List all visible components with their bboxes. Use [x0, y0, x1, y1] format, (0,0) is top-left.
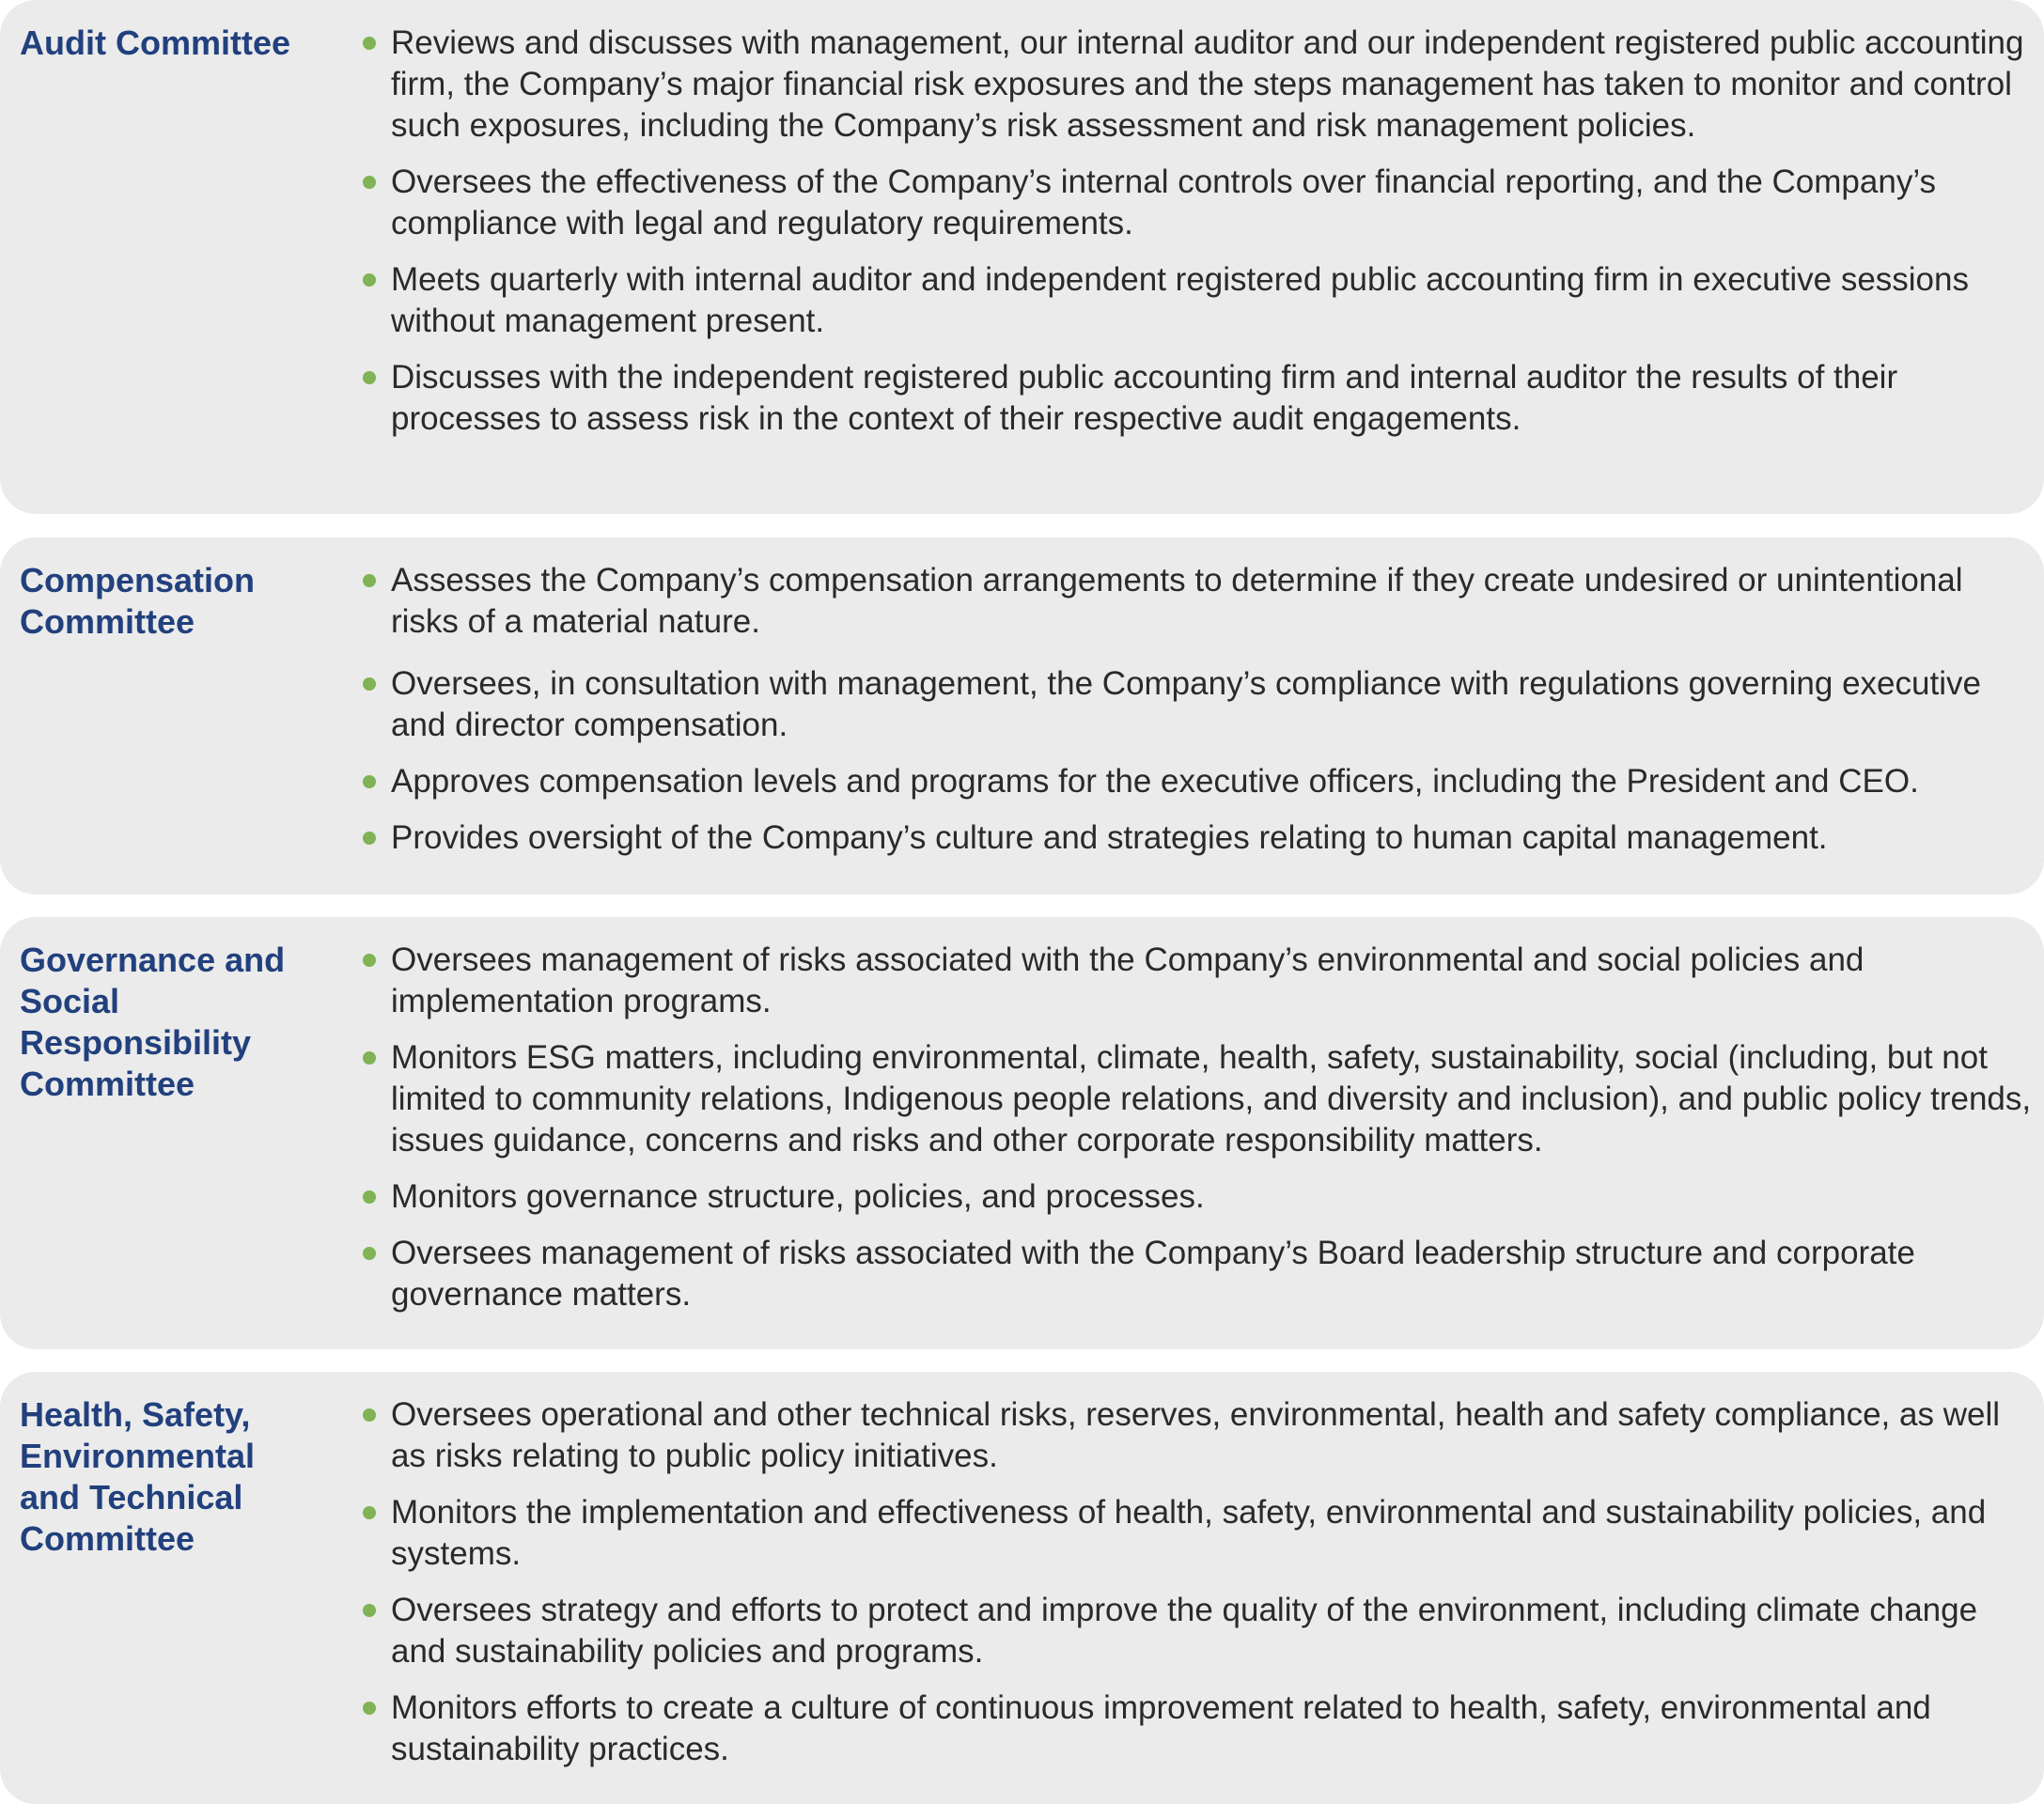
responsibility-text: Monitors efforts to create a culture of continuous improvement related to health, safety, environmental and sustainability practices. [391, 1689, 1931, 1767]
committee-panel-audit [0, 0, 2044, 514]
responsibility-item [357, 259, 2035, 342]
committee-title: Governance and Social Responsibility Committee [20, 941, 286, 1103]
responsibility-text: Discusses with the independent registered public accounting firm and internal auditor the results of their processes to assess risk in the context of their respective audit engagements. [391, 359, 1898, 437]
bullet-icon [363, 371, 376, 384]
bullet-icon [363, 1190, 376, 1204]
bullet-icon [363, 1408, 376, 1422]
committee-title: Health, Safety, Environmental and Technical Committee [20, 1395, 256, 1558]
responsibility-text: Oversees management of risks associated with the Company’s Board leadership structure and corporate governance matters. [391, 1235, 1915, 1313]
committee-title: Audit Committee [20, 23, 290, 62]
responsibility-item [357, 1037, 2035, 1161]
responsibility-item [357, 940, 2035, 1022]
bullet-icon [363, 176, 376, 189]
responsibility-text: Monitors governance structure, policies, and processes. [391, 1178, 1205, 1215]
bullet-icon [363, 677, 376, 691]
responsibility-item [357, 1687, 2035, 1770]
responsibility-item [357, 357, 2035, 440]
responsibility-list [357, 940, 2035, 1330]
responsibility-text: Oversees the effectiveness of the Company’s internal controls over financial reporting, and the Company’s compliance with legal and regulatory requirements. [391, 163, 1936, 241]
responsibility-item [357, 817, 2035, 859]
responsibility-item [357, 663, 2035, 746]
responsibility-text: Approves compensation levels and programs for the executive officers, including the President and CEO. [391, 763, 1919, 800]
responsibility-text: Assesses the Company’s compensation arrangements to determine if they create undesired or unintentional risks of a material nature. [391, 562, 1963, 640]
responsibility-item [357, 761, 2035, 802]
responsibility-item [357, 560, 2035, 643]
responsibility-item [357, 1394, 2035, 1477]
bullet-icon [363, 37, 376, 50]
bullet-icon [363, 1506, 376, 1519]
bullet-icon [363, 574, 376, 587]
bullet-icon [363, 273, 376, 287]
responsibility-text: Monitors the implementation and effectiveness of health, safety, environmental and sustainability policies, and systems. [391, 1494, 1987, 1572]
committee-panel-hset [0, 1372, 2044, 1804]
responsibility-text: Oversees management of risks associated with the Company’s environmental and social policies and implementation programs. [391, 941, 1865, 1019]
bullet-icon [363, 1604, 376, 1617]
responsibility-list [357, 1394, 2035, 1785]
bullet-icon [363, 1051, 376, 1065]
bullet-icon [363, 954, 376, 967]
responsibility-text: Oversees operational and other technical risks, reserves, environmental, health and safety compliance, as well as risks relating to public policy initiatives. [391, 1396, 2000, 1474]
bullet-icon [363, 832, 376, 845]
responsibility-item [357, 23, 2035, 147]
committee-panel-compensation [0, 537, 2044, 894]
responsibility-text: Provides oversight of the Company’s culture and strategies relating to human capital management. [391, 819, 1828, 856]
responsibility-text: Monitors ESG matters, including environmental, climate, health, safety, sustainability, social (including, but not limited to community relations, Indigenous people relations, and diversity and inclusion), and public policy trends, issues guidance, concerns and risks and other corporate responsibility matters. [391, 1039, 2032, 1159]
responsibility-item [357, 1233, 2035, 1315]
responsibility-item [357, 1492, 2035, 1575]
responsibility-text: Oversees strategy and efforts to protect and improve the quality of the environment, including climate change and sustainability policies and programs. [391, 1592, 1978, 1670]
responsibility-text: Reviews and discusses with management, our internal auditor and our independent registered public accounting firm, the Company’s major financial risk exposures and the steps management has taken to monitor and control such exposures, including the Company’s risk assessment and risk management policies. [391, 24, 2024, 144]
responsibility-list [357, 23, 2035, 455]
responsibility-item [357, 1590, 2035, 1672]
bullet-icon [363, 1247, 376, 1260]
bullet-icon [363, 1702, 376, 1715]
responsibility-list [357, 560, 2035, 874]
committee-title: Compensation Committee [20, 561, 256, 641]
bullet-icon [363, 775, 376, 788]
responsibility-item [357, 1176, 2035, 1218]
responsibility-text: Meets quarterly with internal auditor and independent registered public accounting firm in executive sessions without management present. [391, 261, 1969, 339]
responsibility-item [357, 162, 2035, 244]
committee-panel-governance [0, 917, 2044, 1349]
responsibility-text: Oversees, in consultation with management, the Company’s compliance with regulations governing executive and director compensation. [391, 665, 1981, 743]
